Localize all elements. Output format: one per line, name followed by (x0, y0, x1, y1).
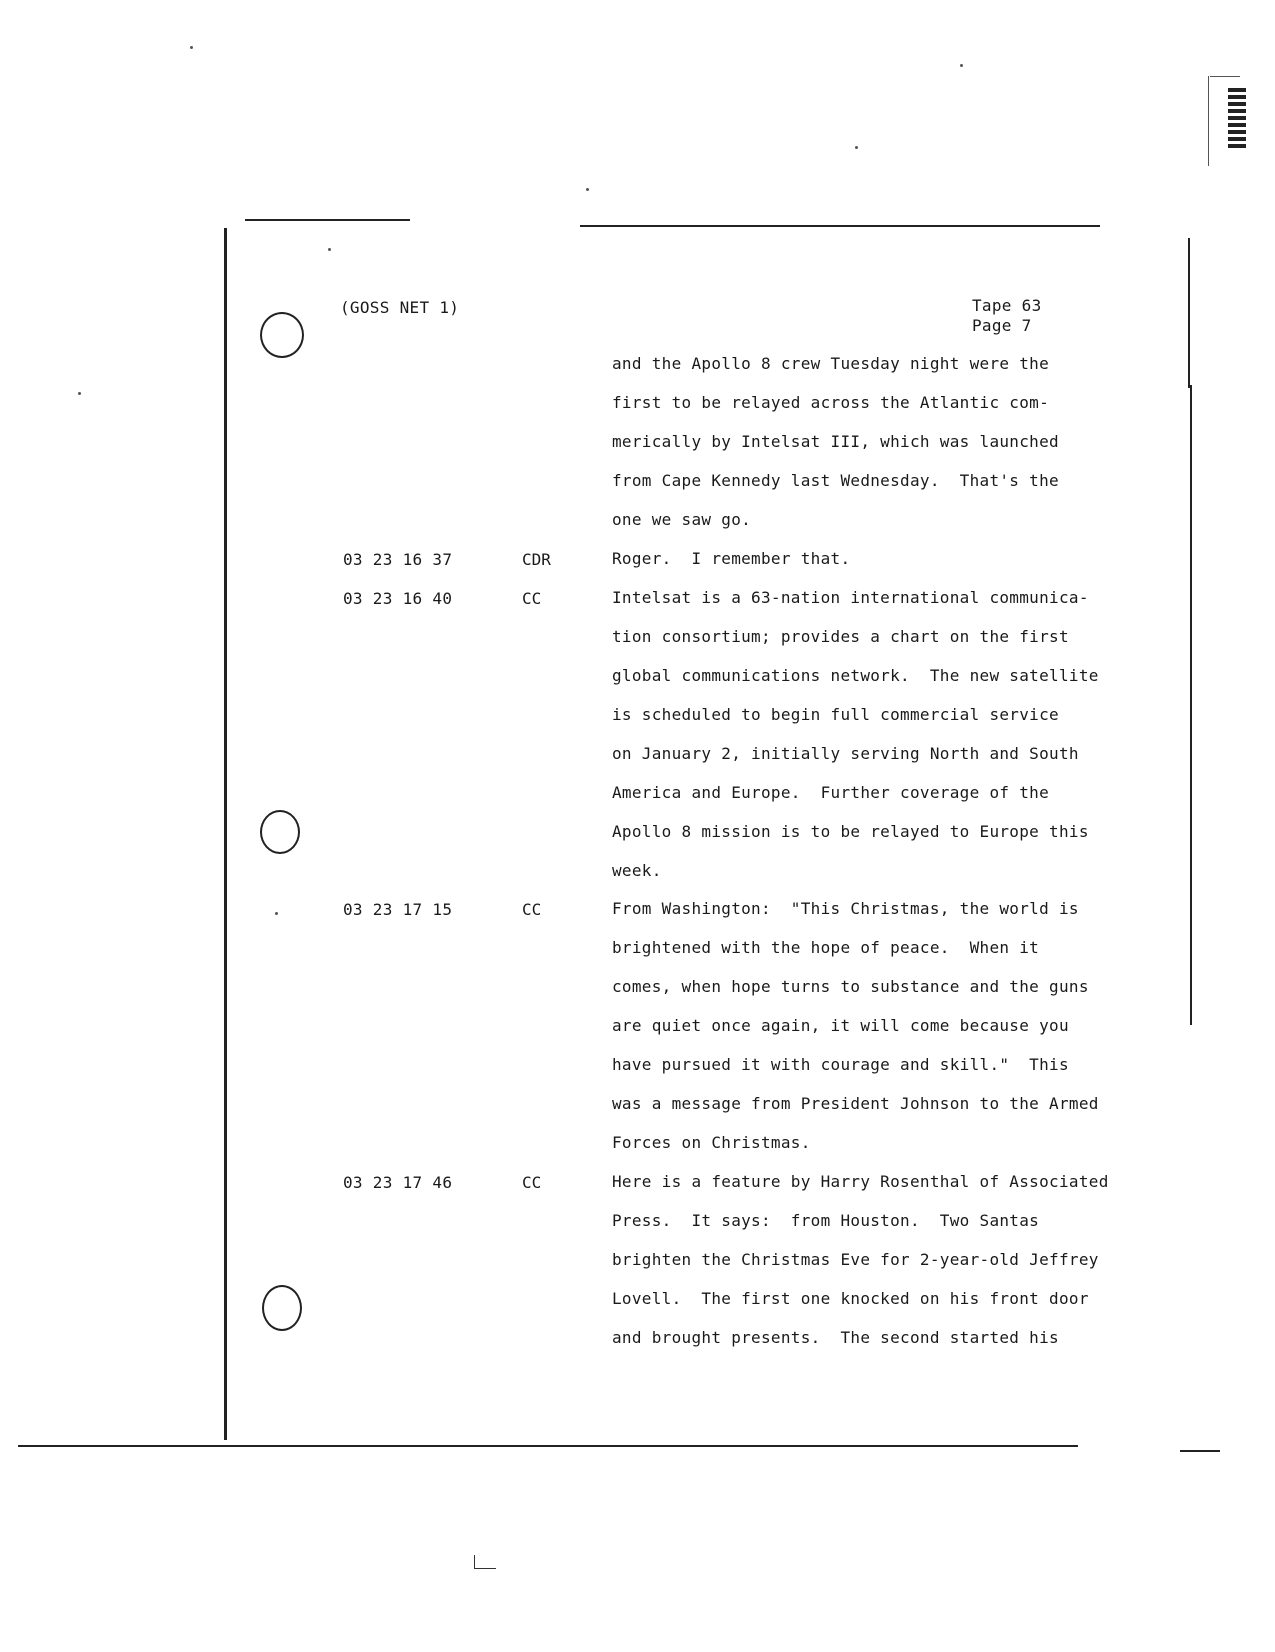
transcript-line: Roger. I remember that. (612, 549, 851, 568)
goss-net-label: (GOSS NET 1) (340, 298, 460, 317)
transcript-line: Lovell. The first one knocked on his front door (612, 1289, 1089, 1308)
entry-timestamp: 03 23 16 40 (343, 589, 453, 608)
transcript-line: one we saw go. (612, 510, 752, 529)
entry-speaker: CC (522, 1173, 542, 1192)
transcript-line: brighten the Christmas Eve for 2-year-old Jeffrey (612, 1250, 1099, 1269)
right-border-upper (1188, 238, 1190, 388)
entry-speaker: CDR (522, 550, 551, 569)
transcript-line: From Washington: "This Christmas, the world is (612, 899, 1079, 918)
transcript-line: America and Europe. Further coverage of the (612, 783, 1050, 802)
transcript-line: and brought presents. The second started his (612, 1328, 1059, 1347)
transcript-line: have pursued it with courage and skill." This (612, 1055, 1069, 1074)
bottom-rule-right (1180, 1450, 1220, 1452)
transcript-line: Forces on Christmas. (612, 1133, 811, 1152)
transcript-line: comes, when hope turns to substance and the guns (612, 977, 1089, 996)
left-border (224, 228, 227, 1440)
corner-mark-left (1208, 76, 1209, 166)
transcript-line: are quiet once again, it will come because you (612, 1016, 1069, 1035)
scan-speck (960, 64, 963, 67)
bottom-tick (474, 1555, 475, 1569)
entry-speaker: CC (522, 589, 542, 608)
entry-speaker: CC (522, 900, 542, 919)
scan-speck (78, 392, 81, 395)
tape-number: Tape 63 (972, 296, 1042, 315)
bottom-rule (18, 1445, 1078, 1447)
transcript-line: week. (612, 861, 662, 880)
transcript-line: tion consortium; provides a chart on the first (612, 627, 1069, 646)
transcript-line: and the Apollo 8 crew Tuesday night were the (612, 354, 1050, 373)
binder-hole-bottom (262, 1285, 302, 1331)
transcript-line: is scheduled to begin full commercial service (612, 705, 1059, 724)
scan-speck (275, 912, 278, 915)
transcript-line: Here is a feature by Harry Rosenthal of Associated (612, 1172, 1109, 1191)
transcript-line: Apollo 8 mission is to be relayed to Europe this (612, 822, 1089, 841)
page-number: Page 7 (972, 316, 1032, 335)
transcript-line: Press. It says: from Houston. Two Santas (612, 1211, 1040, 1230)
scan-speck (855, 146, 858, 149)
transcript-line: first to be relayed across the Atlantic com- (612, 393, 1050, 412)
barcode-mark (1228, 88, 1246, 150)
binder-hole-top (260, 312, 304, 358)
transcript-line: merically by Intelsat III, which was launched (612, 432, 1059, 451)
entry-timestamp: 03 23 17 46 (343, 1173, 453, 1192)
entry-timestamp: 03 23 16 37 (343, 550, 453, 569)
entry-timestamp: 03 23 17 15 (343, 900, 453, 919)
right-border-lower (1190, 385, 1192, 1025)
scan-speck (190, 46, 193, 49)
transcript-line: was a message from President Johnson to the Armed (612, 1094, 1099, 1113)
transcript-line: from Cape Kennedy last Wednesday. That's the (612, 471, 1059, 490)
top-rule-left (245, 219, 410, 221)
scan-speck (586, 188, 589, 191)
binder-hole-middle (260, 810, 300, 854)
transcript-line: brightened with the hope of peace. When it (612, 938, 1040, 957)
bottom-tick-foot (474, 1568, 496, 1569)
transcript-line: Intelsat is a 63-nation international communica- (612, 588, 1089, 607)
top-rule-right (580, 225, 1100, 227)
transcript-line: global communications network. The new satellite (612, 666, 1099, 685)
corner-mark-top (1210, 76, 1240, 77)
transcript-line: on January 2, initially serving North and South (612, 744, 1079, 763)
scan-speck (328, 248, 331, 251)
